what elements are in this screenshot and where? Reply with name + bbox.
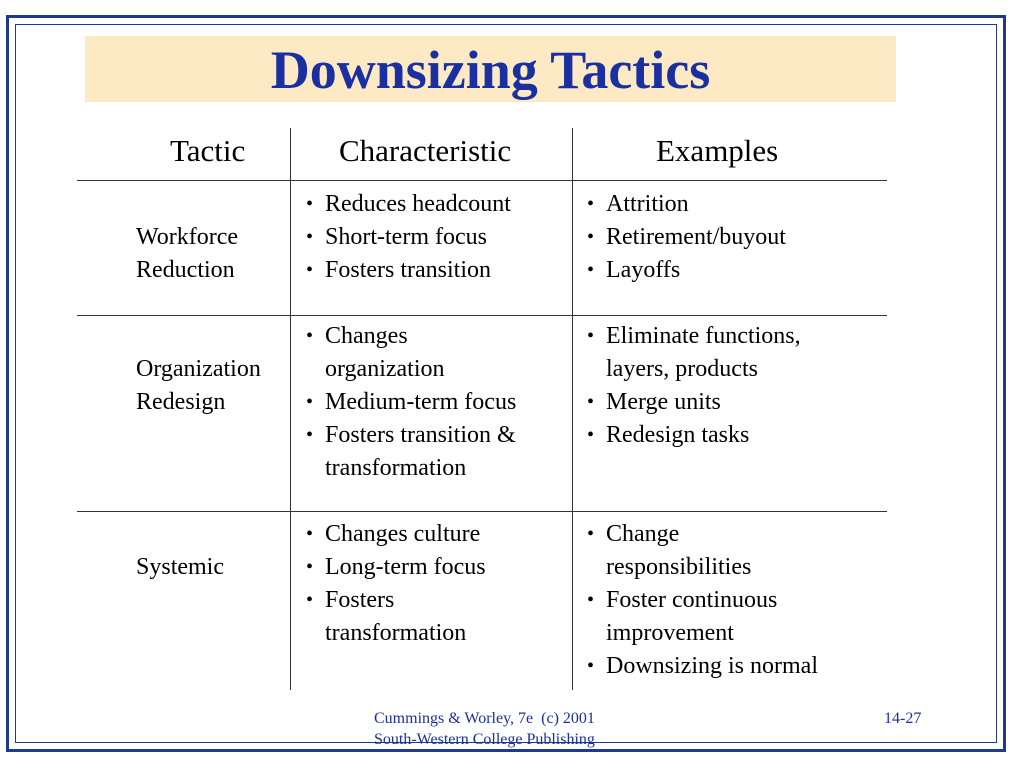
slide-title: Downsizing Tactics	[270, 40, 711, 100]
row-divider-1	[77, 315, 887, 316]
row1-characteristic	[306, 188, 568, 287]
bullet-item: • Fosters transformation	[306, 584, 500, 650]
tactic-line: Redesign	[136, 389, 226, 415]
bullet-item: • Merge units	[587, 386, 852, 419]
row1-tactic	[136, 221, 238, 287]
bullet-item: • Downsizing is normal	[587, 650, 877, 683]
row1-examples	[587, 188, 877, 287]
column-divider-2	[572, 128, 573, 690]
row3-tactic	[136, 551, 224, 584]
row2-examples	[587, 320, 852, 452]
bullet-item: • Change responsibilities	[587, 518, 806, 584]
header-tactic: Tactic	[170, 133, 246, 168]
footer-line-2: South-Western College Publishing	[374, 731, 595, 748]
row2-characteristic	[306, 320, 564, 485]
page-number: 14-27	[884, 710, 922, 727]
bullet-item: • Layoffs	[587, 254, 877, 287]
row-divider-2	[77, 511, 887, 512]
header-divider	[77, 180, 887, 181]
tactic-line: Systemic	[136, 554, 224, 580]
column-divider-1	[290, 128, 291, 690]
tactic-line: Workforce	[136, 224, 239, 250]
bullet-item: • Reduces headcount	[306, 188, 568, 221]
bullet-item: • Fosters transition	[306, 254, 568, 287]
bullet-item: • Changes culture	[306, 518, 536, 551]
header-characteristic: Characteristic	[339, 133, 512, 168]
bullet-item: • Short-term focus	[306, 221, 568, 254]
bullet-item: • Medium-term focus	[306, 386, 564, 419]
footer-citation	[374, 708, 595, 750]
bullet-item: • Eliminate functions, layers, products	[587, 320, 861, 386]
bullet-item: • Fosters transition & transformation	[306, 419, 565, 485]
tactic-line: Reduction	[136, 257, 235, 283]
bullet-item: • Attrition	[587, 188, 877, 221]
bullet-item: • Long-term focus	[306, 551, 536, 584]
bullet-item: • Redesign tasks	[587, 419, 852, 452]
header-examples: Examples	[656, 133, 779, 168]
row3-examples	[587, 518, 877, 683]
bullet-item: • Foster continuous improvement	[587, 584, 826, 650]
footer-line-1: Cummings & Worley, 7e (c) 2001	[374, 710, 595, 727]
tactic-line: Organization	[136, 356, 261, 382]
row2-tactic	[136, 353, 261, 419]
title-banner	[85, 36, 896, 102]
bullet-item: • Changes organization	[306, 320, 465, 386]
bullet-item: • Retirement/buyout	[587, 221, 877, 254]
row3-characteristic	[306, 518, 536, 650]
